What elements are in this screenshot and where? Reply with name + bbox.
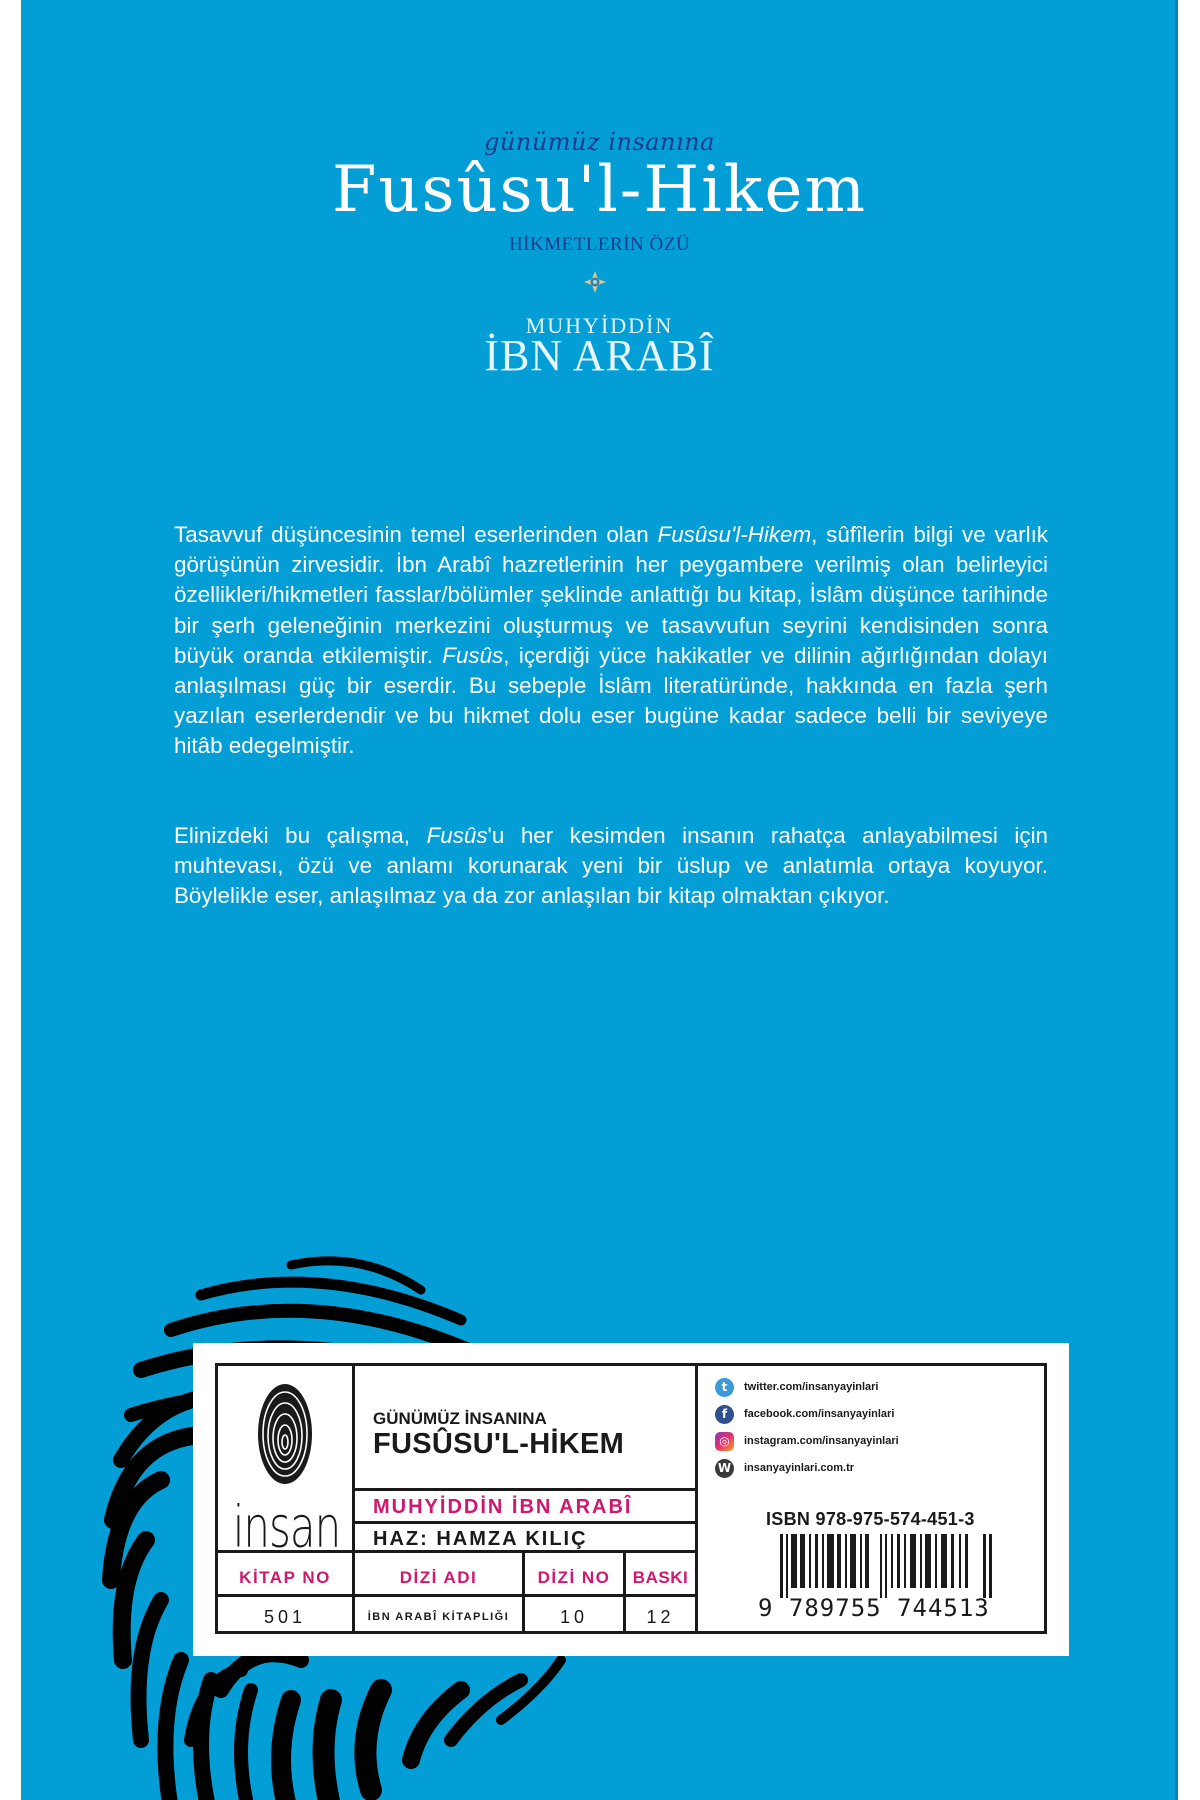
cover-tagline: HİKMETLERİN ÖZÜ	[508, 234, 691, 255]
publisher-logo-text: insan	[232, 1494, 341, 1561]
column-header-dizi-no: DİZİ NO	[537, 1568, 611, 1587]
social-link-text: facebook.com/insanyayinlari	[744, 1408, 895, 1420]
social-website[interactable]	[715, 1457, 854, 1479]
label-author: MUHYİDDİN İBN ARABÎ	[373, 1496, 633, 1518]
diamond-ornament-icon	[584, 271, 606, 293]
blurb-text: Tasavvuf düşüncesinin temel eserlerinden olan	[174, 522, 658, 547]
divider	[352, 1488, 698, 1491]
social-link-text: instagram.com/insanyayinlari	[744, 1435, 899, 1447]
column-header-baski: BASKI	[632, 1568, 689, 1587]
blurb-text: , sûfîlerin bilgi ve varlık görüşünün zirvesidir. İbn Arabî hazretlerinin her peygambere verilmiş olan belirleyici özellikleri/hikmetleri fasslar/bölümler şeklinde anlattığı bu kitap, İslâm düşünce tarihinde bir şerh geleneğinin merkezini oluşturmuş ve tasavvufun seyrini kendisinden sonra büyük oranda etkilemiştir.	[174, 522, 1048, 668]
label-book-title: FUSÛSU'L-HİKEM	[373, 1428, 625, 1460]
blurb-paragraph-1	[174, 520, 1048, 762]
facebook-icon: f	[715, 1405, 734, 1424]
isbn: ISBN 978-975-574-451-3	[766, 1509, 975, 1529]
column-header-kitap-no: KİTAP NO	[239, 1568, 331, 1587]
value-kitap-no: 501	[263, 1607, 307, 1627]
spine-edge	[1175, 0, 1178, 1800]
publisher-label	[193, 1343, 1069, 1656]
blurb-text: Elinizdeki bu çalışma,	[174, 823, 427, 848]
blurb-italic-title: Fusûsu'l-Hikem	[657, 522, 812, 547]
label-editor: HAZ: HAMZA KILIÇ	[373, 1528, 588, 1550]
blurb-italic-title: Fusûs	[442, 642, 504, 668]
instagram-icon: ◎	[715, 1432, 734, 1451]
label-book-subtitle: GÜNÜMÜZ İNSANINA	[373, 1409, 547, 1428]
social-instagram[interactable]	[715, 1430, 899, 1452]
barcode-icon	[780, 1534, 996, 1598]
blurb-italic-title: Fusûs	[426, 823, 488, 848]
column-header-dizi-adi: DİZİ ADI	[399, 1568, 478, 1587]
divider	[695, 1366, 698, 1631]
blurb-text: 'u her kesimden insanın rahatça anlayabilmesi için muhtevası, özü ve anlamı korunarak yeni bir üslup ve anlatımla ortaya koyuyor. Böylelikle eser, anlaşılmaz ya da zor anlaşılan bir kitap olmaktan çıkıyor.	[174, 823, 1048, 909]
cover-author-last: İBN ARABÎ	[484, 331, 715, 380]
value-baski: 12	[646, 1607, 675, 1627]
social-link-text: insanyayinlari.com.tr	[744, 1462, 855, 1474]
value-dizi-adi: İBN ARABÎ KİTAPLIĞI	[367, 1611, 510, 1623]
social-link-text: twitter.com/insanyayinlari	[744, 1381, 879, 1393]
blurb-paragraph-2	[174, 821, 1048, 912]
website-icon: W	[715, 1459, 734, 1478]
label-table	[215, 1363, 1047, 1634]
cover-title: Fusûsu'l-Hikem	[331, 153, 868, 227]
fingerprint-logo-icon	[256, 1382, 314, 1486]
divider	[352, 1521, 698, 1524]
twitter-icon: t	[715, 1378, 734, 1397]
cover-subtitle: günümüz insanına	[484, 128, 715, 156]
value-dizi-no: 10	[559, 1607, 589, 1627]
social-twitter[interactable]	[715, 1376, 879, 1398]
barcode-number: 9 789755 744513	[758, 1594, 990, 1622]
social-facebook[interactable]	[715, 1403, 894, 1425]
blurb-text: , içerdiği yüce hakikatler ve dilinin ağırlığından dolayı anlaşılması güç bir eserdir. Bu sebeple İslâm literatüründe, hakkında en fazla şerh yazılan eserlerdendir ve bu hikmet dolu eser bugüne kadar sadece belli bir seviyeye hitâb edegelmiştir.	[174, 642, 1048, 759]
cover-author-first: MUHYİDDİN	[525, 313, 674, 338]
